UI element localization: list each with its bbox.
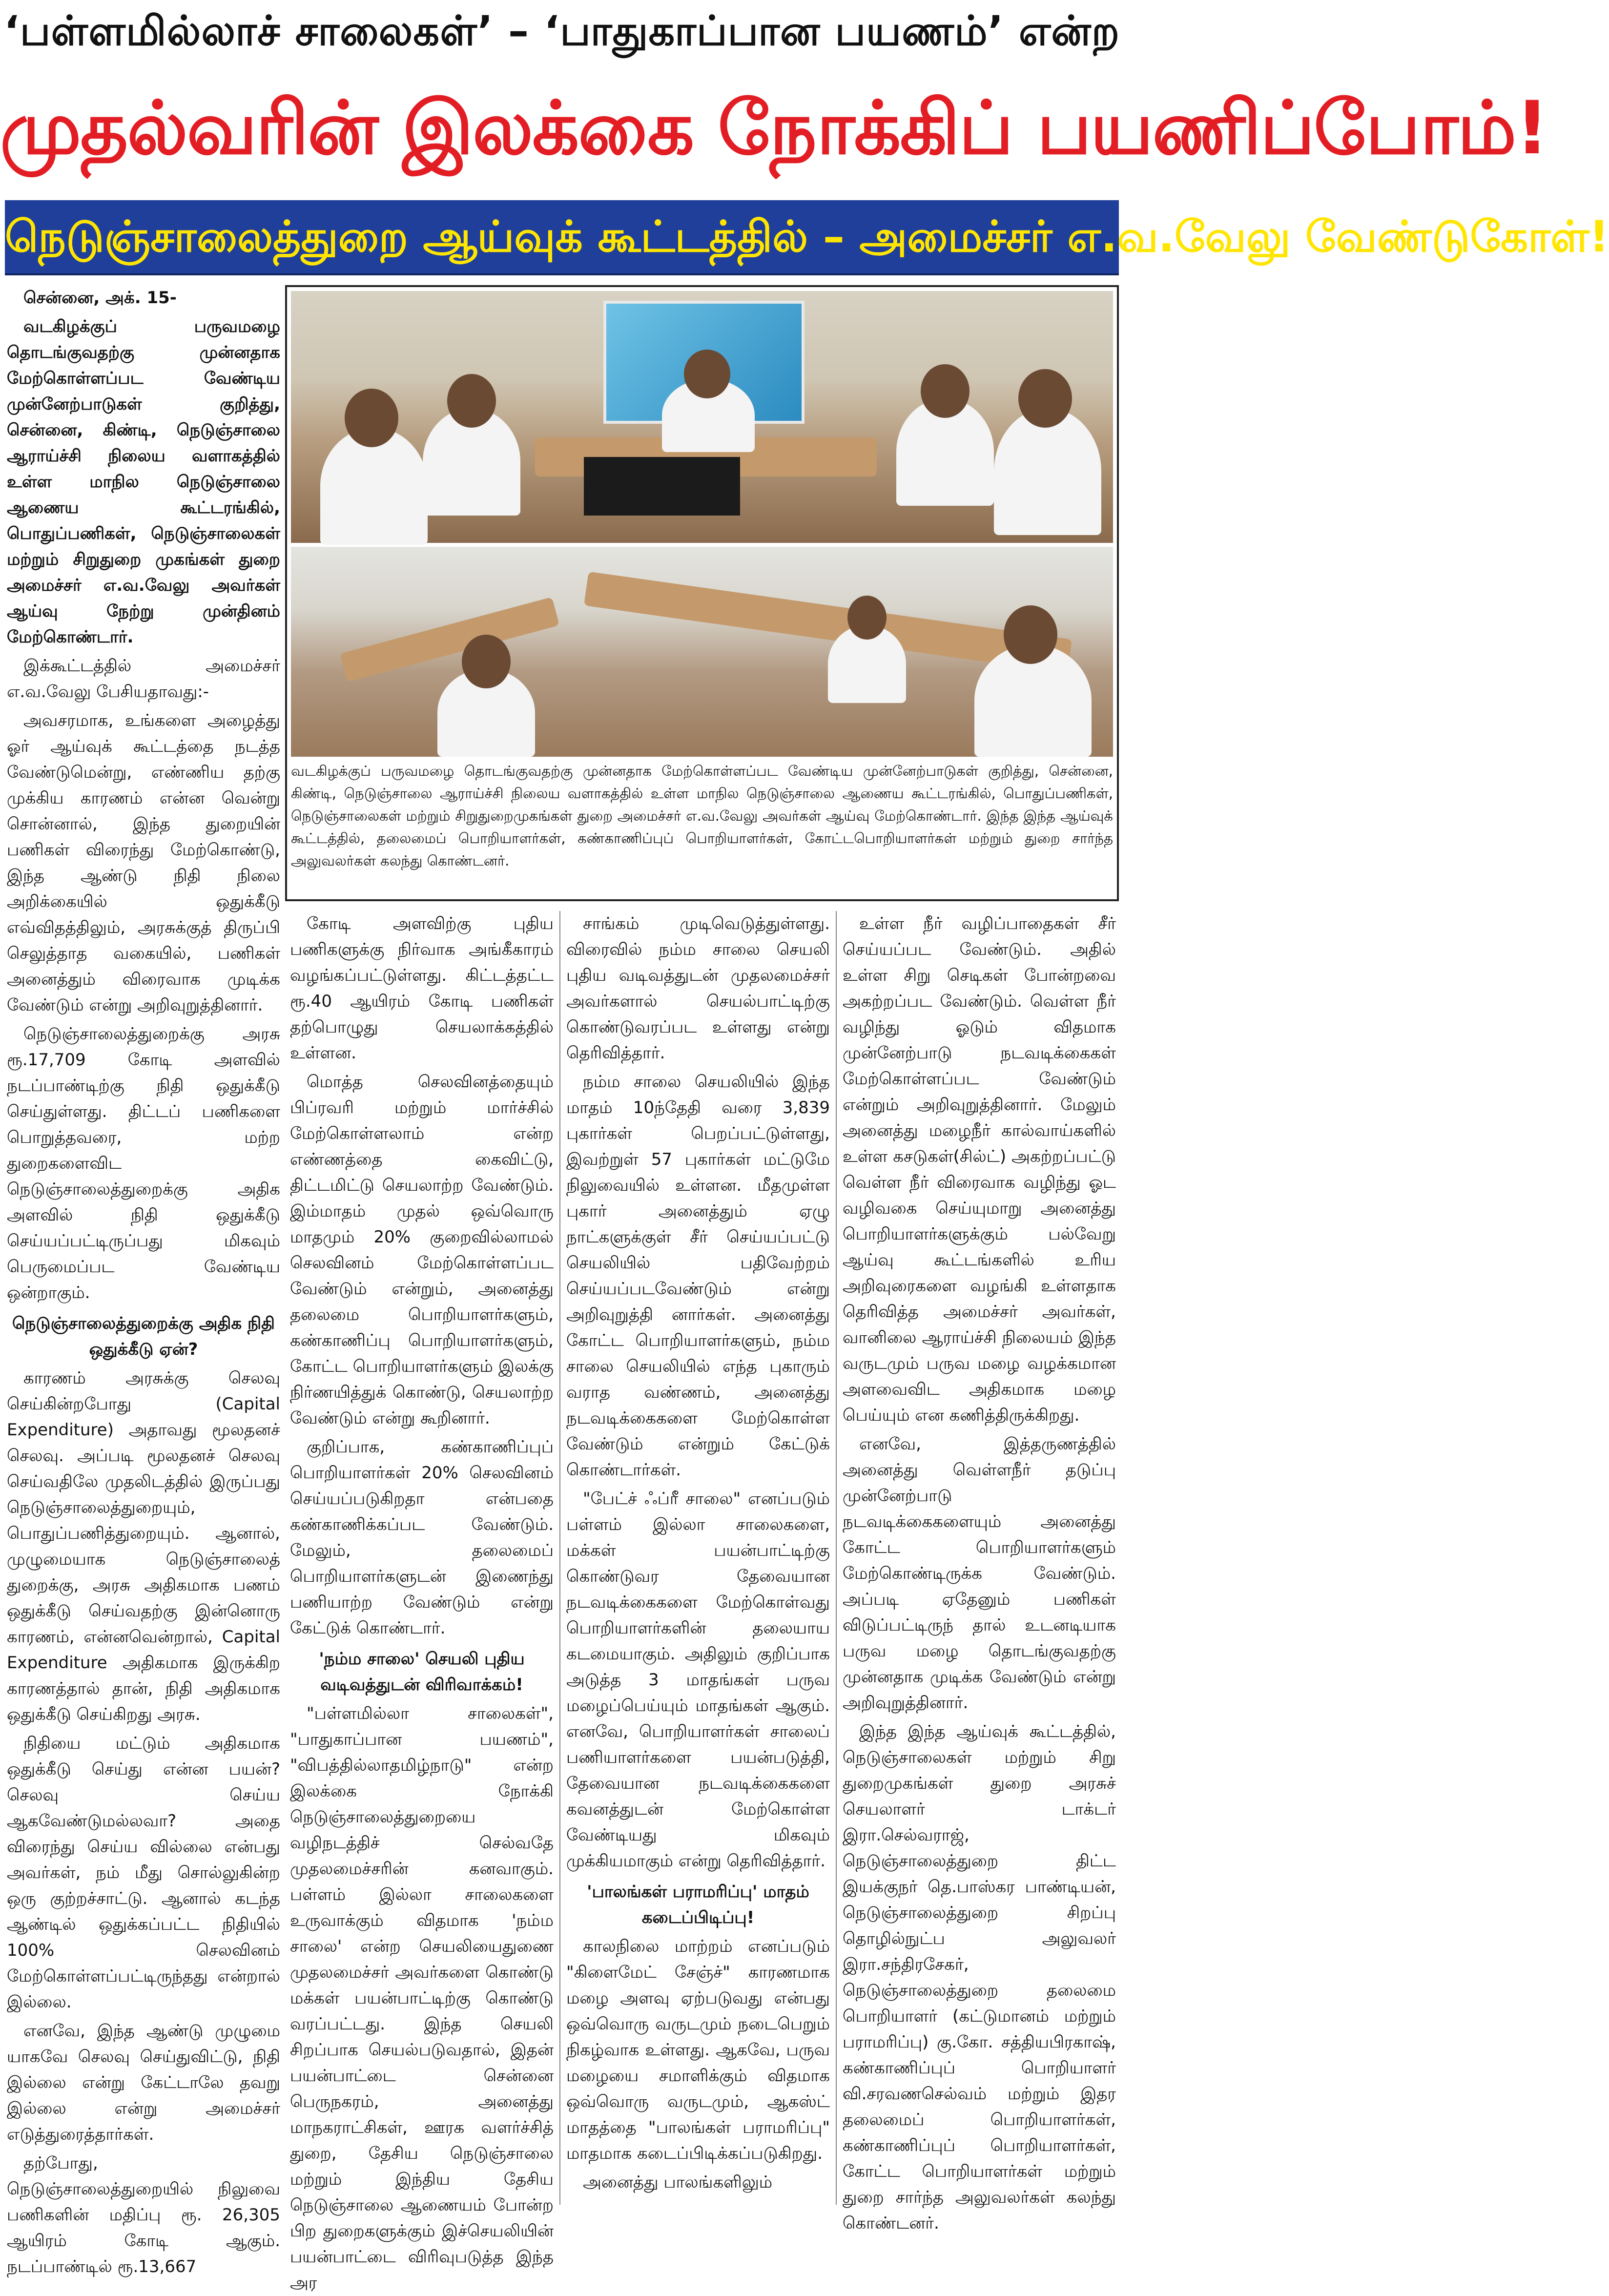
column-divider — [559, 911, 560, 2205]
paragraph: நெடுஞ்சாலைத்துறைக்கு அரசு ரூ.17,709 கோடி அளவில் நடப்பாண்டிற்கு நிதி ஒதுக்கீடு செய்துள்ளது. திட்டப் பணிகளை பொறுத்தவரை, மற்ற துறைகளைவிட நெடுஞ்சாலைத்துறைக்கு அதிக அளவில் நிதி ஒதுக்கீடு செய்யப்பட்டிருப்பது மிகவும் பெருமைப்பட வேண்டிய ஒன்றாகும். — [7, 1024, 280, 1303]
person-head — [684, 350, 730, 398]
article-column-3 — [566, 911, 830, 2205]
article-column-4 — [843, 911, 1116, 2233]
paragraph: நம்ம சாலை செயலியில் இந்த மாதம் 10ந்தேதி வரை 3,839 புகார்கள் பெறப்பட்டுள்ளது, இவற்றுள் 57 புகார்கள் மட்டுமே நிலுவையில் உள்ளன. மீதமுள்ள புகார் அனைத்தும் ஏழு நாட்களுக்குள் சீர் செய்யப்பட்டு செயலியில் பதிவேற்றம் செய்யப்படவேண்டும் என்று அறிவுறுத்தி னார்கள். அனைத்து கோட்ட பொறியாளர்களும், நம்ம சாலை செயலியில் எந்த புகாரும் வராத வண்ணம், அனைத்து நடவடிக்கைகளை மேற்கொள்ள வேண்டும் என்றும் கேட்டுக் கொண்டார்கள். — [566, 1072, 830, 1480]
dateline: சென்னை, அக். 15- — [23, 288, 177, 308]
paragraph: உள்ள நீர் வழிப்பாதைகள் சீர் செய்யப்பட வேண்டும். அதில் உள்ள சிறு செடிகள் போன்றவை அகற்றப்பட வேண்டும். வெள்ள நீர் வழிந்து ஓடும் விதமாக முன்னேற்பாடு நடவடிக்கைகள் மேற்கொள்ளப்பட வேண்டும் என்றும் அறிவுறுத்தினார். மேலும் அனைத்து மழைநீர் கால்வாய்களில் உள்ள கசடுகள்(சில்ட்) அகற்றப்பட்டு வெள்ள நீர் விரைவாக வழிந்து ஓட வழிவகை செய்யுமாறு அனைத்து பொறியாளர்களுக்கும் பல்வேறு ஆய்வு கூட்டங்களில் உரிய அறிவுரைகளை வழங்கி உள்ளதாக தெரிவித்த அமைச்சர் அவர்கள், வானிலை ஆராய்ச்சி நிலையம் இந்த வருடமும் பருவ மழை வழக்கமான அளவைவிட அதிகமாக மழை பெய்யும் என கணித்திருக்கிறது. — [843, 914, 1116, 1425]
paragraph: எனவே, இத்தருணத்தில் அனைத்து வெள்ளநீர் தடுப்பு முன்னேற்பாடு நடவடிக்கைகளையும் அனைத்து கோட்ட பொறியாளர்களும் மேற்கொண்டிருக்க வேண்டும். அப்படி ஏதேனும் பணிகள் விடுப்பட்டிருந் தால் உடனடியாக பருவ மழை தொடங்குவதற்கு முன்னதாக முடிக்க வேண்டும் என்று அறிவுறுத்தினார். — [843, 1434, 1116, 1713]
meeting-photo-top — [291, 291, 1113, 543]
paragraph: இக்கூட்டத்தில் அமைச்சர் எ.வ.வேலு பேசியதாவது:- — [7, 656, 280, 702]
person-head — [345, 389, 398, 447]
paragraph: இந்த இந்த ஆய்வுக் கூட்டத்தில், நெடுஞ்சாலைகள் மற்றும் சிறு துறைமுகங்கள் துறை அரசுச் செயலாளர் டாக்டர் இரா.செல்வராஜ், நெடுஞ்சாலைத்துறை திட்ட இயக்குநர் தெ.பாஸ்கர பாண்டியன், நெடுஞ்சாலைத்துறை சிறப்பு தொழில்நுட்ப அலுவலர் இரா.சந்திரசேகர், நெடுஞ்சாலைத்துறை தலைமை பொறியாளர் (கட்டுமானம் மற்றும் பராமரிப்பு) கு.கோ. சத்தியபிரகாஷ், கண்காணிப்புப் பொறியாளர் வி.சரவணசெல்வம் மற்றும் இதர தலைமைப் பொறியாளர்கள், கண்காணிப்புப் பொறியாளர்கள், கோட்ட பொறியாளர்கள் மற்றும் துறை சார்ந்த அலுவலர்கள் கலந்து கொண்டனர். — [843, 1722, 1116, 2233]
paragraph: அவசரமாக, உங்களை அழைத்து ஓர் ஆய்வுக் கூட்டத்தை நடத்த வேண்டுமென்று, எண்ணிய தற்கு முக்கிய காரணம் என்ன வென்று சொன்னால், இந்த துறையின் பணிகள் விரைந்து மேற்கொண்டு, இந்த ஆண்டு நிதி நிலை அறிக்கையில் ஒதுக்கீடு எவ்விதத்திலும், அரசுக்குத் திருப்பி செலுத்தாத வகையில், பணிகள் அனைத்தும் விரைவாக முடிக்க வேண்டும் என்று அறிவுறுத்தினார். — [7, 711, 280, 1015]
article-column-2 — [290, 911, 554, 2293]
paragraph: "பள்ளமில்லா சாலைகள்", "பாதுகாப்பான பயணம்", "விபத்தில்லாதமிழ்நாடு" என்ற இலக்கை நோக்கி நெடுஞ்சாலைத்துறையை வழிநடத்திச் செல்வதே முதலமைச்சரின் கனவாகும். பள்ளம் இல்லா சாலைகளை உருவாக்கும் விதமாக 'நம்ம சாலை' என்ற செயலியைதுணை முதலமைச்சர் அவர்களை கொண்டு மக்கள் பயன்பாட்டிற்கு கொண்டு வரப்பட்டது. இந்த செயலி சிறப்பாக செயல்படுவதால், இதன் பயன்பாட்டை சென்னை பெருநகரம், அனைத்து மாநகராட்சிகள், ஊரக வளர்ச்சித் துறை, தேசிய நெடுஞ்சாலை மற்றும் இந்திய தேசிய நெடுஞ்சாலை ஆணையம் போன்ற பிற துறைகளுக்கும் இச்செயலியின் பயன்பாட்டை விரிவுபடுத்த இந்த அர — [290, 1704, 554, 2293]
person-head — [1018, 369, 1072, 428]
person-head — [847, 596, 887, 640]
photo-box — [285, 285, 1119, 901]
paragraph: குறிப்பாக, கண்காணிப்புப் பொறியாளர்கள் 20% செலவினம் செய்யப்படுகிறதா என்பதை கண்காணிக்கப்பட வேண்டும். மேலும், தலைமைப் பொறியாளர்களுடன் இணைந்து பணியாற்ற வேண்டும் என்று கேட்டுக் கொண்டார். — [290, 1437, 554, 1638]
subheading: 'பாலங்கள் பராமரிப்பு' மாதம் கடைப்பிடிப்பு! — [587, 1882, 809, 1927]
subheading: 'நம்ம சாலை' செயலி புதிய வடிவத்துடன் விரிவாக்கம்! — [319, 1649, 525, 1695]
paragraph: அனைத்து பாலங்களிலும் — [583, 2172, 773, 2192]
person-head — [462, 635, 511, 688]
conference-table — [340, 597, 559, 682]
paragraph: கோடி அளவிற்கு புதிய பணிகளுக்கு நிர்வாக அங்கீகாரம் வழங்கப்பட்டுள்ளது. கிட்டத்தட்ட ரூ.40 ஆயிரம் கோடி பணிகள் தற்பொழுது செயலாக்கத்தில் உள்ளன. — [290, 914, 554, 1063]
subheading: நெடுஞ்சாலைத்துறைக்கு அதிக நிதி ஒதுக்கீடு ஏன்? — [12, 1314, 275, 1359]
meeting-photo-bottom — [291, 547, 1113, 757]
monitor — [584, 457, 740, 516]
paragraph: தற்போது, நெடுஞ்சாலைத்துறையில் நிலுவை பணிகளின் மதிப்பு ரூ. 26,305 ஆயிரம் கோடி ஆகும். நடப்பாண்டில் ரூ.13,667 — [7, 2153, 280, 2276]
paragraph — [7, 285, 280, 311]
paragraph: நிதியை மட்டும் அதிகமாக ஒதுக்கீடு செய்து என்ன பயன்? செலவு செய்ய ஆகவேண்டுமல்லவா? அதை விரைந்து செய்ய வில்லை என்பது அவர்கள், நம் மீது சொல்லுகின்ற ஒரு குற்றச்சாட்டு. ஆனால் கடந்த ஆண்டில் ஒதுக்கப்பட்ட நிதியில் 100% செலவினம் மேற்கொள்ளப்பட்டிருந்தது என்றால் இல்லை. — [7, 1734, 280, 2012]
paragraph: "பேட்ச் ஃப்ரீ சாலை" எனப்படும் பள்ளம் இல்லா சாலைகளை, மக்கள் பயன்பாட்டிற்கு கொண்டுவர தேவையான நடவடிக்கைகளை மேற்கொள்வது பொறியாளர்களின் தலையாய கடமையாகும். அதிலும் குறிப்பாக அடுத்த 3 மாதங்கள் பருவ மழைப்பெய்யும் மாதங்கள் ஆகும். எனவே, பொறியாளர்கள் சாலைப் பணியாளர்களை பயன்படுத்தி, தேவையான நடவடிக்கைகளை கவனத்துடன் மேற்கொள்ள வேண்டியது மிகவும் முக்கியமாகும் என்று தெரிவித்தார். — [566, 1489, 830, 1871]
main-headline: முதல்வரின் இலக்கை நோக்கிப் பயணிப்போம்! — [0, 86, 1548, 171]
paragraph: மொத்த செலவினத்தையும் பிப்ரவரி மற்றும் மார்ச்சில் மேற்கொள்ளலாம் என்ற எண்ணத்தை கைவிட்டு, திட்டமிட்டு செயலாற்ற வேண்டும். இம்மாதம் முதல் ஒவ்வொரு மாதமும் 20% குறைவில்லாமல் செலவினம் மேற்கொள்ளப்பட வேண்டும் என்றும், அனைத்து தலைமை பொறியாளர்களும், கண்காணிப்பு பொறியாளர்களும், கோட்ட பொறியாளர்களும் இலக்கு நிர்ணயித்துக் கொண்டு, செயலாற்ற வேண்டும் என்று கூறினார். — [290, 1072, 554, 1428]
person-head — [1004, 605, 1057, 664]
person-head — [921, 364, 970, 418]
paragraph: காரணம் அரசுக்கு செலவு செய்கின்றபோது (Capital Expenditure) அதாவது மூலதனச் செலவு. அப்படி மூலதனச் செலவு செய்வதிலே முதலிடத்தில் இருப்பது நெடுஞ்சாலைத்துறையும், பொதுப்பணித்துறையும். ஆனால், முழுமையாக நெடுஞ்சாலைத் துறைக்கு, அரசு அதிகமாக பணம் ஒதுக்கீடு செய்வதற்கு இன்னொரு காரணம், என்னவென்றால், Capital Expenditure அதிகமாக இருக்கிற காரணத்தால் தான், நிதி அதிகமாக ஒதுக்கீடு செய்கிறது அரசு. — [7, 1368, 280, 1724]
photo-caption: வடகிழக்குப் பருவமழை தொடங்குவதற்கு முன்னதாக மேற்கொள்ளப்பட வேண்டிய முன்னேற்பாடுகள் குறித்து, சென்னை, கிண்டி, நெடுஞ்சாலை ஆராய்ச்சி நிலைய வளாகத்தில் உள்ள மாநில நெடுஞ்சாலை ஆணைய கூட்டரங்கில், பொதுப்பணிகள், நெடுஞ்சாலைகள் மற்றும் சிறுதுறைமுகங்கள் துறை அமைச்சர் எ.வ.வேலு அவர்கள் ஆய்வு மேற்கொண்டார். இந்த இந்த ஆய்வுக் கூட்டத்தில், தலைமைப் பொறியாளர்கள், கண்காணிப்புப் பொறியாளர்கள், கோட்டபொறியாளர்கள் மற்றும் துறை சார்ந்த அலுவலர்கள் கலந்து கொண்டனர். — [291, 763, 1113, 869]
lead-paragraph: வடகிழக்குப் பருவமழை தொடங்குவதற்கு முன்னதாக மேற்கொள்ளப்பட வேண்டிய முன்னேற்பாடுகள் குறித்து, சென்னை, கிண்டி, நெடுஞ்சாலை ஆராய்ச்சி நிலைய வளாகத்தில் உள்ள மாநில நெடுஞ்சாலை ஆணைய கூட்டரங்கில், பொதுப்பணிகள், நெடுஞ்சாலைகள் மற்றும் சிறுதுறை முகங்கள் துறை அமைச்சர் எ.வ.வேலு அவர்கள் ஆய்வு நேற்று முன்தினம் மேற்கொண்டார். — [7, 317, 280, 647]
paragraph: சாங்கம் முடிவெடுத்துள்ளது. விரைவில் நம்ம சாலை செயலி புதிய வடிவத்துடன் முதலமைச்சர் அவர்களால் செயல்பாட்டிற்கு கொண்டுவரப்பட உள்ளது என்று தெரிவித்தார். — [566, 914, 830, 1063]
kicker-headline: ‘பள்ளமில்லாச் சாலைகள்’ – ‘பாதுகாப்பான பயணம்’ என்ற — [3, 7, 1120, 55]
article-column-1 — [7, 285, 280, 2276]
person-head — [447, 374, 496, 428]
column-divider — [836, 911, 837, 2205]
paragraph: எனவே, இந்த ஆண்டு முழுமை யாகவே செலவு செய்துவிட்டு, நிதி இல்லை என்று கேட்டாலே தவறு இல்லை என்று அமைச்சர் எடுத்துரைத்தார்கள். — [7, 2021, 280, 2144]
paragraph: காலநிலை மாற்றம் எனப்படும் "கிளைமேட் சேஞ்ச்" காரணமாக மழை அளவு ஏற்படுவது என்பது ஒவ்வொரு வருடமும் நடைபெறும் நிகழ்வாக உள்ளது. ஆகவே, பருவ மழையை சமாளிக்கும் விதமாக ஒவ்வொரு வருடமும், ஆகஸ்ட் மாதத்தை "பாலங்கள் பராமரிப்பு" மாதமாக கடைப்பிடிக்கப்படுகிறது. — [566, 1937, 830, 2163]
subheadline-banner: நெடுஞ்சாலைத்துறை ஆய்வுக் கூட்டத்தில் – அமைச்சர் எ.வ.வேலு வேண்டுகோள்! — [5, 200, 1119, 273]
